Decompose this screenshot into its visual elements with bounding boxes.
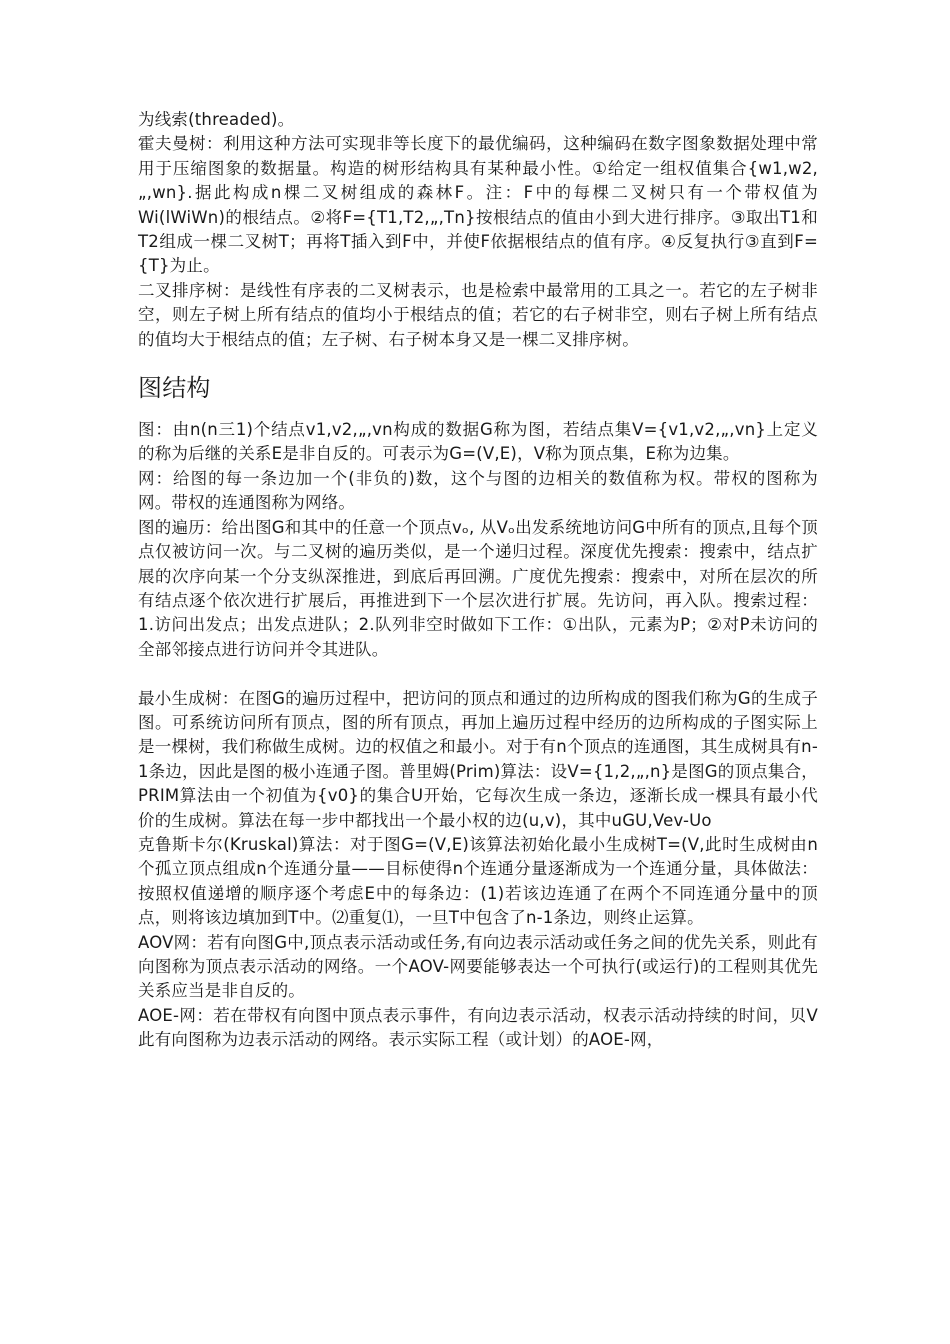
paragraph-aoe-network: AOE-网：若在带权有向图中顶点表示事件，有向边表示活动，权表示活动持续的时间，贝V此有向图称为边表示活动的网络。表示实际工程（或计划）的AOE-网， [138,1005,818,1050]
section-heading-graph-structure: 图结构 [138,374,211,403]
paragraph-graph-definition: 图：由n(n三1)个结点v1,v2,„,vn构成的数据G称为图，若结点集V={v1,v2,„,vn}上定义的称为后继的关系E是非自反的。可表示为G=(V,E)，V称为顶点集，E称为边集。 [138,420,818,464]
paragraph-graph-traversal: 图的遍历：给出图G和其中的任意一个顶点vₒ, 从Vₒ出发系统地访问G中所有的顶点,且每个顶点仅被访问一次。与二叉树的遍历类似，是一个递归过程。深度优先搜索：搜索中，结点扩展的次序向某一个分支纵深推进，到底后再回溯。广度优先搜索：搜索中，对所在层次的所有结点逐个依次进行扩展后，再推进到下一个层次进行扩展。先访问，再入队。搜索过程：1.访问出发点；出发点进队；2.队列非空时做如下工作：①出队，元素为P；②对P未访问的全部邻接点进行访问并令其进队。 [138,517,818,659]
paragraph-network: 网：给图的每一条边加一个(非负的)数，这个与图的边相关的数值称为权。带权的图称为网。带权的连通图称为网络。 [138,468,818,513]
blank-line [138,662,818,686]
paragraph-aov-network: AOV网：若有向图G中,顶点表示活动或任务,有向边表示活动或任务之间的优先关系，则此有向图称为顶点表示活动的网络。一个AOV-网要能够表达一个可执行(或运行)的工程则其优先关系应当是非自反的。 [138,932,818,1001]
document-body [138,108,818,1053]
paragraph-binary-sort-tree: 二叉排序树：是线性有序表的二叉树表示，也是检索中最常用的工具之一。若它的左子树非空，则左子树上所有结点的值均小于根结点的值；若它的右子树非空，则右子树上所有结点的值均大于根结点的值；左子树、右子树本身又是一棵二叉排序树。 [138,280,818,349]
paragraph-threaded: 为线索(threaded)。 [138,110,295,129]
paragraph-kruskal: 克鲁斯卡尔(Kruskal)算法：对于图G=(V,E)该算法初始化最小生成树T=(V,此时生成树由n个孤立顶点组成n个连通分量——目标使得n个连通分量逐渐成为一个连通分量，具体做法：按照权值递增的顺序逐个考虑E中的每条边：(1)若该边连通了在两个不同连通分量中的顶点，则将该边填加到T中。⑵重复⑴，一旦T中包含了n-1条边，则终止运算。 [138,834,818,928]
paragraph-huffman-tree: 霍夫曼树：利用这种方法可实现非等长度下的最优编码，这种编码在数字图象数据处理中常用于压缩图象的数据量。构造的树形结构具有某种最小性。①给定一组权值集合{w1,w2,„,wn}.据此构成n棵二叉树组成的森林F。注：F中的每棵二叉树只有一个带权值为Wi(lWiWn)的根结点。②将F={T1,T2,„,Tn}按根结点的值由小到大进行排序。③取出T1和T2组成一棵二叉树T；再将T插入到F中，并使F依据根结点的值有序。④反复执行③直到F={T}为止。 [138,134,818,276]
paragraph-minimum-spanning-tree: 最小生成树：在图G的遍历过程中，把访问的顶点和通过的边所构成的图我们称为G的生成子图。可系统访问所有顶点，图的所有顶点，再加上遍历过程中经历的边所构成的子图实际上是一棵树，我们称做生成树。边的权值之和最小。对于有n个顶点的连通图，其生成树具有n-1条边，因此是图的极小连通子图。普里姆(Prim)算法：设V={1,2,„,n}是图G的顶点集合，PRIM算法由一个初值为{v0}的集合U开始，它每次生成一条边，逐渐长成一棵具有最小代价的生成树。算法在每一步中都找出一个最小权的边(u,v)，其中uGU,Vev-Uo [138,688,818,830]
